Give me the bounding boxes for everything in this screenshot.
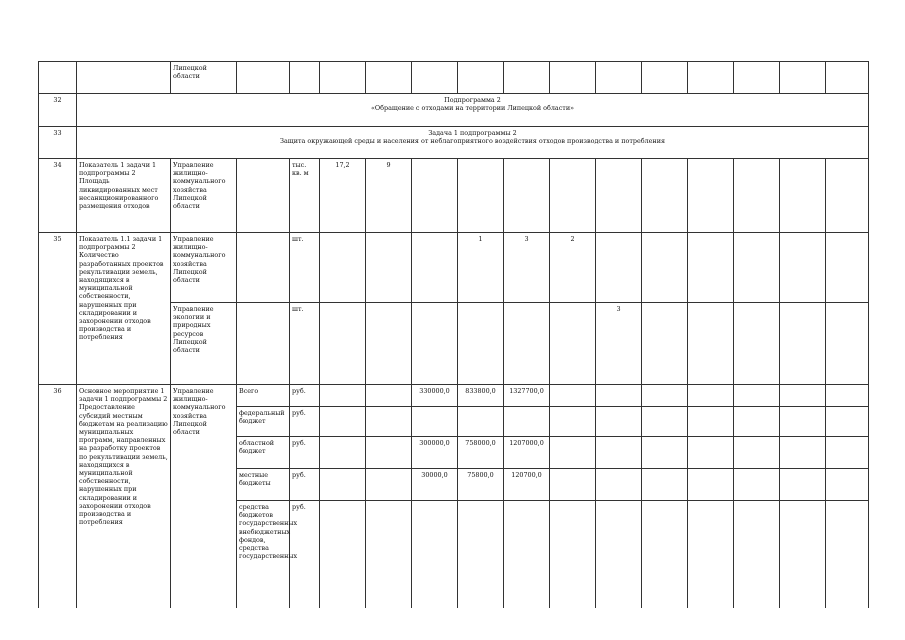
value-cell: 758000,0 <box>458 437 504 469</box>
table-row <box>39 159 869 233</box>
subprogram-heading <box>77 94 869 127</box>
source-cell: областной бюджет <box>237 437 290 469</box>
table-row <box>39 233 869 303</box>
value-cell: 3 <box>504 233 550 303</box>
unit-cell: руб. <box>290 469 320 501</box>
value-cell <box>504 407 550 437</box>
executor-cell: Управление экологии и природных ресурсов Липецкой области <box>171 303 237 385</box>
unit-cell: руб. <box>290 407 320 437</box>
task-heading <box>77 127 869 159</box>
program-indicators-table <box>38 61 869 611</box>
executor-cell: Липецкой области <box>171 62 237 94</box>
value-cell <box>458 407 504 437</box>
source-cell: федеральный бюджет <box>237 407 290 437</box>
value-cell <box>458 501 504 611</box>
value-cell: 17,2 <box>320 159 366 233</box>
value-cell: 3 <box>596 303 642 385</box>
value-cell: 1 <box>458 233 504 303</box>
value-cell <box>412 407 458 437</box>
task-name: Защита окружающей среды и населения от неблагоприятного воздействия отходов производства и потребления <box>280 137 665 146</box>
value-cell: 833800,0 <box>458 385 504 407</box>
row-number: 34 <box>39 159 77 233</box>
row-number: 32 <box>39 94 77 127</box>
value-cell <box>412 501 458 611</box>
row-number: 36 <box>39 385 77 611</box>
table-row <box>39 62 869 94</box>
executor-cell: Управление жилищно-коммунального хозяйства Липецкой области <box>171 159 237 233</box>
executor-cell: Управление жилищно-коммунального хозяйства Липецкой области <box>171 385 237 611</box>
program-table-page <box>38 61 868 608</box>
value-cell: 75800,0 <box>458 469 504 501</box>
value-cell <box>504 501 550 611</box>
unit-cell: руб. <box>290 501 320 611</box>
unit-cell: шт. <box>290 233 320 303</box>
subprogram-title: Подпрограмма 2 <box>444 96 501 104</box>
page-bottom-margin <box>0 608 905 640</box>
row-number: 33 <box>39 127 77 159</box>
value-cell: 1327700,0 <box>504 385 550 407</box>
value-cell: 30000,0 <box>412 469 458 501</box>
table-row <box>39 385 869 407</box>
unit-cell: шт. <box>290 303 320 385</box>
unit-cell: руб. <box>290 437 320 469</box>
executor-cell: Управление жилищно-коммунального хозяйства Липецкой области <box>171 233 237 303</box>
source-cell: средства бюджетов государственных внебюджетных фондов, средства государственных <box>237 501 290 611</box>
row-number: 35 <box>39 233 77 385</box>
indicator-cell: Основное мероприятие 1 задачи 1 подпрограммы 2 Предоставление субсидий местным бюджетам на реализацию муниципальных программ, направленных на разработку проектов по рекультивации земель, находящихся в муниципальной собственности, нарушенных при складировании и захоронении отходов производства и потребления <box>77 385 171 611</box>
value-cell: 2 <box>550 233 596 303</box>
indicator-cell: Показатель 1.1 задачи 1 подпрограммы 2 Количество разработанных проектов рекультивации земель, находящихся в муниципальной собственности, нарушенных при складировании и захоронении отходов производства и потребления <box>77 233 171 385</box>
source-cell: Всего <box>237 385 290 407</box>
value-cell: 300000,0 <box>412 437 458 469</box>
table-row <box>39 94 869 127</box>
source-cell: местные бюджеты <box>237 469 290 501</box>
indicator-cell: Показатель 1 задачи 1 подпрограммы 2 Площадь ликвидированных мест несанкционированного размещения отходов <box>77 159 171 233</box>
value-cell: 330000,0 <box>412 385 458 407</box>
unit-cell: тыс. кв. м <box>290 159 320 233</box>
unit-cell: руб. <box>290 385 320 407</box>
value-cell: 9 <box>366 159 412 233</box>
subprogram-name: «Обращение с отходами на территории Липецкой области» <box>370 104 574 113</box>
table-row <box>39 127 869 159</box>
value-cell: 1207000,0 <box>504 437 550 469</box>
value-cell: 120700,0 <box>504 469 550 501</box>
task-title: Задача 1 подпрограммы 2 <box>428 129 517 137</box>
